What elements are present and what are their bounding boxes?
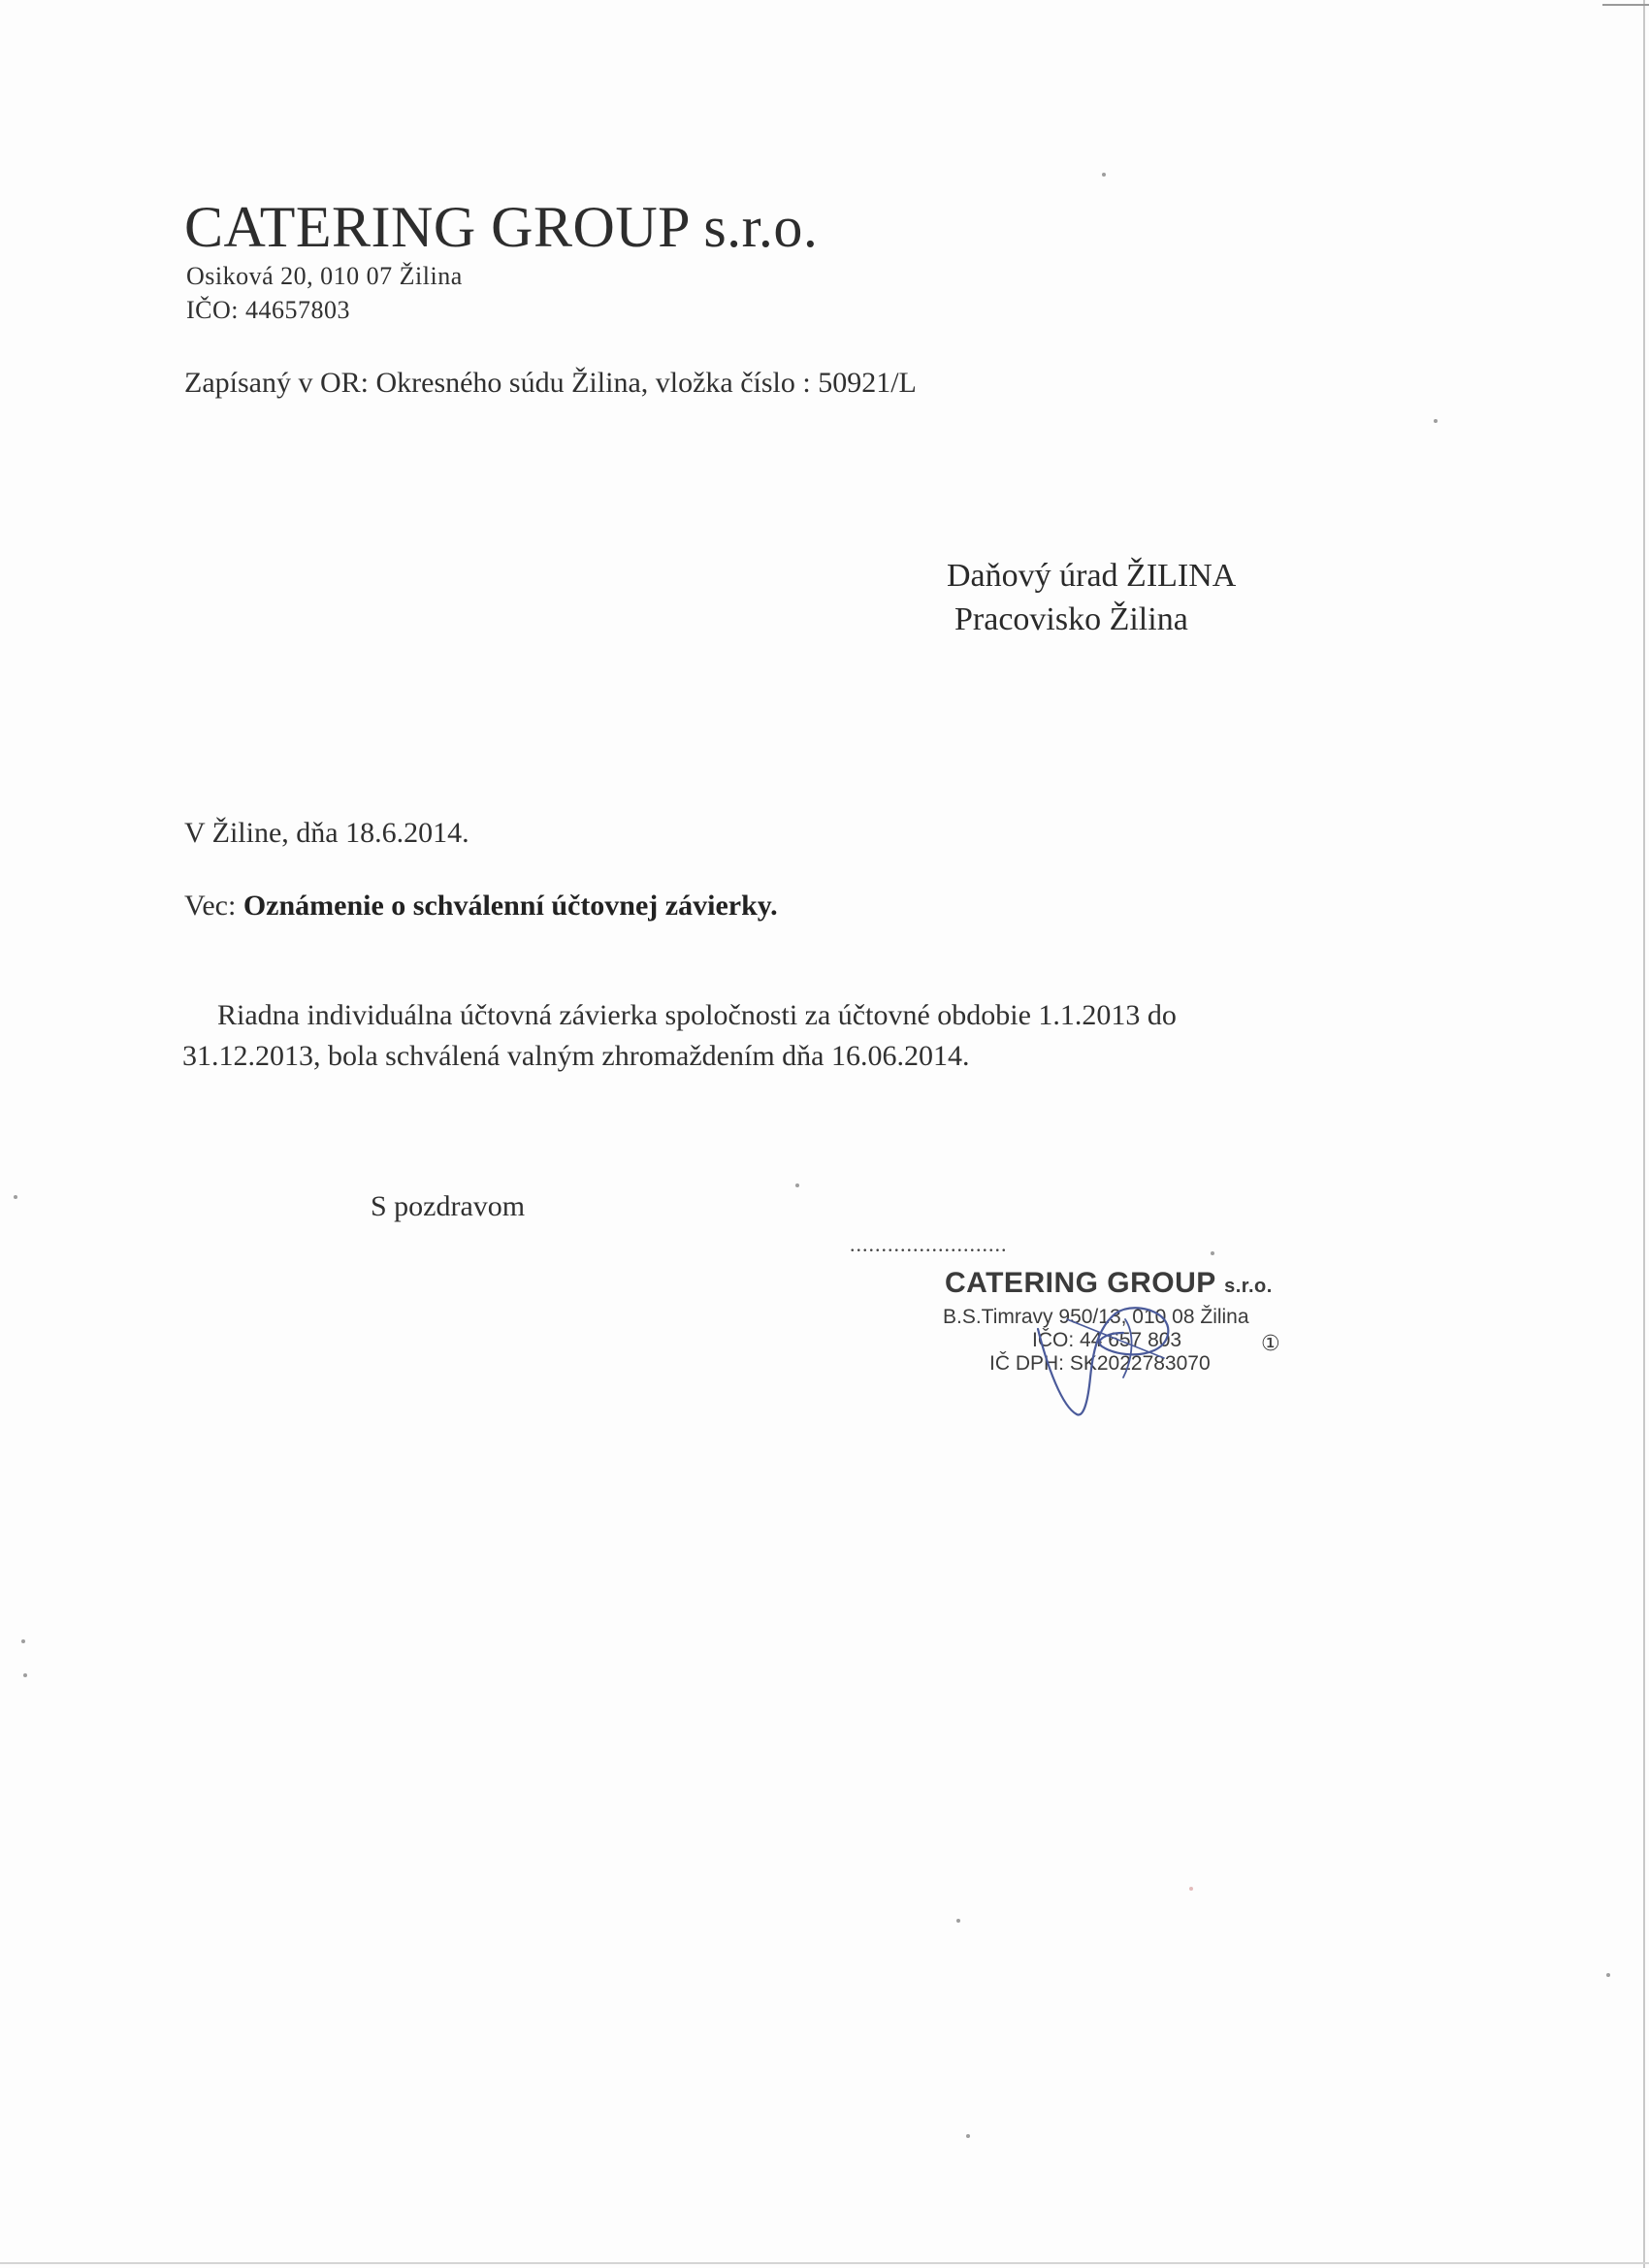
scan-speck [14,1195,17,1199]
closing-greeting: S pozdravom [371,1190,526,1222]
scan-speck [1189,1887,1193,1891]
scan-speck [1606,1973,1610,1977]
stamp-suffix: s.r.o. [1224,1276,1273,1297]
stamp-address: B.S.Timravy 950/13, 010 08 Žilina [943,1306,1249,1328]
place-and-date: V Žiline, dňa 18.6.2014. [184,817,469,849]
registration-info: Zapísaný v OR: Okresného súdu Žilina, vložka číslo : 50921/L [184,367,917,399]
recipient-office: Daňový úrad ŽILINA [947,558,1237,594]
subject-text: Oznámenie o schválenní účtovnej závierky. [242,890,778,922]
scan-speck [23,1673,27,1677]
scan-speck [1434,419,1438,423]
subject-line [184,890,778,923]
scan-speck [795,1183,799,1187]
scan-edge-right [1643,0,1645,2268]
body-text-line-1: Riadna individuálna účtovná závierka spoločnosti za účtovné obdobie 1.1.2013 do [217,999,1177,1031]
stamp-name-text: CATERING GROUP [945,1267,1216,1299]
scan-speck [1102,173,1106,177]
handwritten-signature [1009,1290,1222,1426]
recipient-branch: Pracovisko Žilina [954,601,1188,637]
scan-speck [956,1919,960,1923]
company-name: CATERING GROUP s.r.o. [184,195,819,259]
subject-label: Vec: [184,890,243,922]
scan-edge-top [1602,4,1649,6]
company-address: Osiková 20, 010 07 Žilina [186,262,463,290]
scan-speck [1211,1251,1214,1255]
stamp-ic-dph: IČ DPH: SK2022783070 [989,1352,1211,1375]
stamp-circle-mark: ① [1261,1331,1280,1355]
scan-speck [21,1639,25,1643]
signature-line: ......................... [850,1232,1008,1256]
scan-edge-bottom [0,2262,1649,2264]
company-ico: IČO: 44657803 [186,296,350,324]
scan-speck [966,2134,970,2138]
body-text-line-2: 31.12.2013, bola schválená valným zhromaždením dňa 16.06.2014. [182,1040,970,1072]
stamp-ico: IČO: 44 657 803 [1032,1329,1182,1351]
